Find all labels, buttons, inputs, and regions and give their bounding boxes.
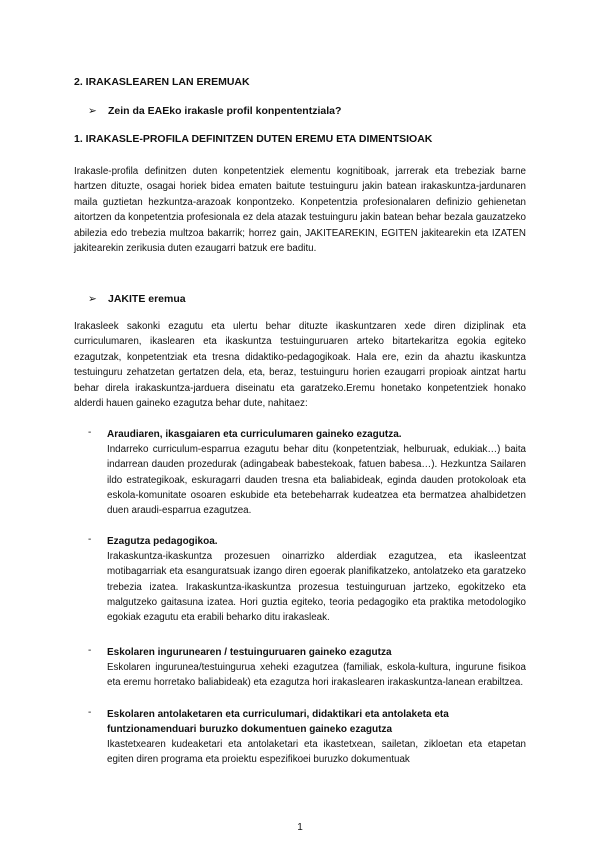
question-heading	[88, 105, 341, 117]
list-item	[88, 707, 526, 768]
list-item-title: Araudiaren, ikasgaiaren eta curriculumaren gaineko ezagutza.	[107, 429, 402, 440]
list-item-body: Ikastetxearen kudeaketari eta antolaketari eta ikastetxean, sailetan, zikloetan eta etapetan egiten diren programa eta proiektu espezifikoei buruzko dokumentuak	[107, 739, 526, 766]
list-item-body: Indarreko curriculum-esparrua ezagutu behar ditu (konpetentziak, helburuak, edukiak…) baita indarrean dauden prozedurak (adingabeak babestekoak, fatuen babesa…). Hezkuntza Sailaren ildo estrategikoak, eskuragarri dauden tresna eta baliabideak, eginda dauden protokoloak eta eskola-komunitate osoaren eskubide eta betebeharrak kudeatzea eta bermatzea ahalbidetzen duen araudi-esparrua ezagutzea.	[107, 444, 526, 517]
list-item-body: Eskolaren ingurunea/testuingurua xeheki ezagutzea (familiak, eskola-kultura, ingurune fisikoa eta eremu horretako baliabideak) eta ezagutza hori irakaslearen irakaskuntza-lanean erabiltzea.	[107, 662, 526, 689]
list-item	[88, 645, 526, 691]
jakite-heading	[88, 293, 186, 305]
arrow-bullet-icon: ➢	[88, 293, 97, 305]
question-text: Zein da EAEko irakasle profil konpententziala?	[108, 105, 342, 117]
jakite-paragraph: Irakasleek sakonki ezagutu eta ulertu behar dituzte ikaskuntzaren xede diren diziplinak eta curriculumaren, ikaslearen eta ikaskuntza testuinguruaren arteko bitartekaritza egokia egiteko ezagutzak, konpetentziak eta tresna didaktiko-pedagogikoak. Hala ere, ezin da ahaztu ikaskuntza testuinguru zehatzetan gertatzen dela, eta, beraz, testuinguru horien ezaugarri propioak aintzat hartu behar direla irakaskuntza-jarduera diseinatu eta garatzeko.Eremu honetako konpetentziek honako alderdi hauen gaineko ezagutza behar dute, nahitaez:	[74, 321, 526, 410]
list-item-title: Eskolaren ingurunearen / testuinguruaren gaineko ezagutza	[107, 647, 392, 658]
dash-bullet: -	[88, 645, 92, 656]
list-item-title: Eskolaren antolaketaren eta curriculumari, didaktikari eta antolaketa eta funtzionamenduari buruzko dokumentuen gaineko ezagutza	[107, 709, 449, 735]
list-item-title: Ezagutza pedagogikoa.	[107, 536, 218, 547]
section-heading: 2. IRAKASLEAREN LAN EREMUAK	[74, 76, 250, 88]
arrow-bullet-icon: ➢	[88, 105, 97, 117]
list-item	[88, 427, 526, 518]
jakite-text: JAKITE eremua	[108, 293, 186, 305]
dash-bullet: -	[88, 534, 92, 545]
list-item-body: Irakaskuntza-ikaskuntza prozesuen oinarrizko alderdiak ezagutzea, eta ikasleentzat motibagarriak eta esanguratsuak izango diren egoerak planifikatzeko, antolatzeko eta garatzeko trebezia izatea. Irakaskuntza-ikaskuntza prozesua testuinguruan jartzeko, egokitzeko eta malgutzeko gaitasuna izatea. Hori guztia egiteko, teoria pedagogiko eta praktika metodologiko egokiak ezagutu eta erabili beharko ditu irakasleak.	[107, 551, 526, 624]
dash-bullet: -	[88, 707, 92, 718]
subheading: 1. IRAKASLE-PROFILA DEFINITZEN DUTEN EREMU ETA DIMENTSIOAK	[74, 133, 433, 145]
dash-bullet: -	[88, 427, 92, 438]
intro-paragraph: Irakasle-profila definitzen duten konpetentziek elementu kognitiboak, jarrerak eta trebeziak barne hartzen dituzte, osagai horiek bidea ematen baitute testuinguru jakin batean irakaskuntza-jardunaren maila guztietan hezkuntza-arazoak konpontzeko. Konpetentzia profesionalaren definizio gehienetan aitortzen da konpetentzia profesionala ez dela atazak testuinguru jakin batean behar bezala gauzatzeko abilezia edo trebezia multzoa bakarrik; horrez gain, JAKITEAREKIN, EGITEN jakitearekin eta IZATEN jakitearekin zerikusia duten ezaugarri batzuk ere baditu.	[74, 166, 526, 255]
list-item	[88, 534, 526, 625]
page-number: 1	[297, 822, 303, 833]
